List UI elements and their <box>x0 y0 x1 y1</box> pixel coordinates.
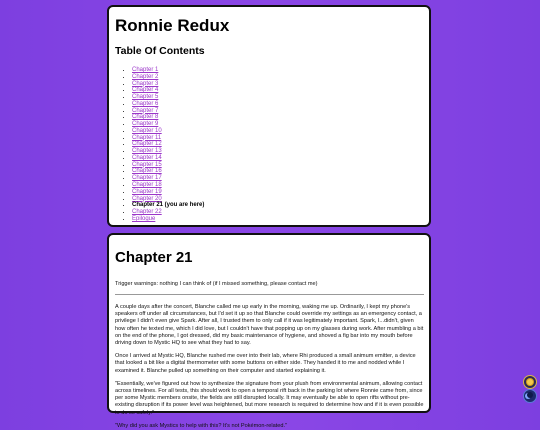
toc-item[interactable] <box>132 168 424 175</box>
toc-item[interactable] <box>132 209 424 216</box>
toc-item[interactable] <box>132 162 424 169</box>
toc-chapter-link[interactable]: Chapter 3 <box>132 80 159 87</box>
toc-item[interactable] <box>132 216 424 223</box>
toc-item[interactable] <box>132 114 424 121</box>
toc-item[interactable] <box>132 189 424 196</box>
toc-chapter-link[interactable]: Chapter 22 <box>132 209 162 216</box>
toc-list <box>115 67 424 223</box>
trigger-warning: Trigger warnings: nothing I can think of (if I missed something, please contact me) <box>115 281 318 287</box>
toc-item[interactable] <box>132 128 424 135</box>
moon-emblem-icon[interactable] <box>523 389 537 403</box>
chapter-paragraph: "Essentially, we've figured out how to synthesize the signature from your plush from environmental animum, allowing contact across timelines. For all tests, this should work to open a temporal rift back in the parking lot where Ronnie came from, since per some Mystic members onsite, the fields are still disrupted locally. It may eventually be able to open rifts without pre-existing disruption if its power level was heightened, but more research is required to determine how and if it is even possible to do so safely." <box>115 380 424 416</box>
toc-chapter-link[interactable]: Chapter 6 <box>132 100 159 107</box>
toc-item[interactable] <box>132 155 424 162</box>
divider <box>115 294 424 295</box>
toc-chapter-link[interactable]: Chapter 13 <box>132 148 162 155</box>
toc-chapter-link[interactable]: Chapter 5 <box>132 94 159 101</box>
toc-item[interactable] <box>132 74 424 81</box>
toc-chapter-link[interactable]: Chapter 2 <box>132 73 159 80</box>
chapter-card <box>107 233 431 429</box>
toc-item[interactable] <box>132 108 424 115</box>
chapter-paragraph: "Why did you ask Mystics to help with this? It's not Pokémon-related." <box>115 422 287 429</box>
toc-chapter-link[interactable]: Chapter 9 <box>132 121 159 128</box>
chapter-paragraph: A couple days after the concert, Blanche called me up early in the morning, waking me up. Ordinarily, I kept my phone's speakers off under all circumstances, but I'd set it up so that Blanche could override my settings as an emergency contact, a privilege I didn't even give Spark. After all, I trusted them to only call if it was legitimately important. Spark, I...didn't, given how often he texted me, which I did love, but I couldn't have that popping up on my glasses during work. After mumbling a bit on the end of the phone, I got dressed, did my basic maintenance of hygiene, and shoved a fig bar into my mouth before driving down to Mystic HQ to see what they had to say. <box>115 304 424 347</box>
toc-chapter-link[interactable]: Chapter 15 <box>132 161 162 168</box>
toc-card <box>107 5 431 227</box>
toc-chapter-link[interactable]: Chapter 17 <box>132 175 162 182</box>
story-title: Ronnie Redux <box>115 16 230 35</box>
toc-chapter-link[interactable]: Chapter 14 <box>132 154 162 161</box>
toc-chapter-link[interactable]: Chapter 19 <box>132 188 162 195</box>
toc-item[interactable] <box>132 101 424 108</box>
toc-chapter-link[interactable]: Epilogue <box>132 215 156 222</box>
toc-item[interactable] <box>132 141 424 148</box>
sun-emblem-icon[interactable] <box>523 375 537 389</box>
toc-item <box>132 202 424 209</box>
toc-chapter-link[interactable]: Chapter 11 <box>132 134 162 141</box>
toc-chapter-link[interactable]: Chapter 7 <box>132 107 159 114</box>
chapter-paragraph: Once I arrived at Mystic HQ, Blanche rushed me over into their lab, where Rhi produced a small animum emitter, a device that looked a bit like a digital thermometer with some buttons on either side. They handed it to me and nodded while I examined it. Blanche pulled up something on their computer and started explaining it. <box>115 353 416 374</box>
toc-heading: Table Of Contents <box>115 45 205 57</box>
toc-item[interactable] <box>132 135 424 142</box>
toc-chapter-link[interactable]: Chapter 18 <box>132 182 162 189</box>
toc-chapter-link[interactable]: Chapter 4 <box>132 87 159 94</box>
toc-item[interactable] <box>132 148 424 155</box>
toc-item[interactable] <box>132 121 424 128</box>
toc-item[interactable] <box>132 81 424 88</box>
toc-chapter-link[interactable]: Chapter 16 <box>132 168 162 175</box>
toc-item[interactable] <box>132 175 424 182</box>
toc-item[interactable] <box>132 94 424 101</box>
toc-item[interactable] <box>132 196 424 203</box>
chapter-title: Chapter 21 <box>115 249 193 266</box>
toc-chapter-link[interactable]: Chapter 10 <box>132 127 162 134</box>
toc-item[interactable] <box>132 67 424 74</box>
toc-item[interactable] <box>132 87 424 94</box>
toc-chapter-link[interactable]: Chapter 8 <box>132 114 159 121</box>
toc-chapter-link[interactable]: Chapter 20 <box>132 195 162 202</box>
toc-chapter-link[interactable]: Chapter 12 <box>132 141 162 148</box>
toc-current-chapter: Chapter 21 (you are here) <box>132 202 205 209</box>
toc-chapter-link[interactable]: Chapter 1 <box>132 67 159 73</box>
toc-item[interactable] <box>132 182 424 189</box>
